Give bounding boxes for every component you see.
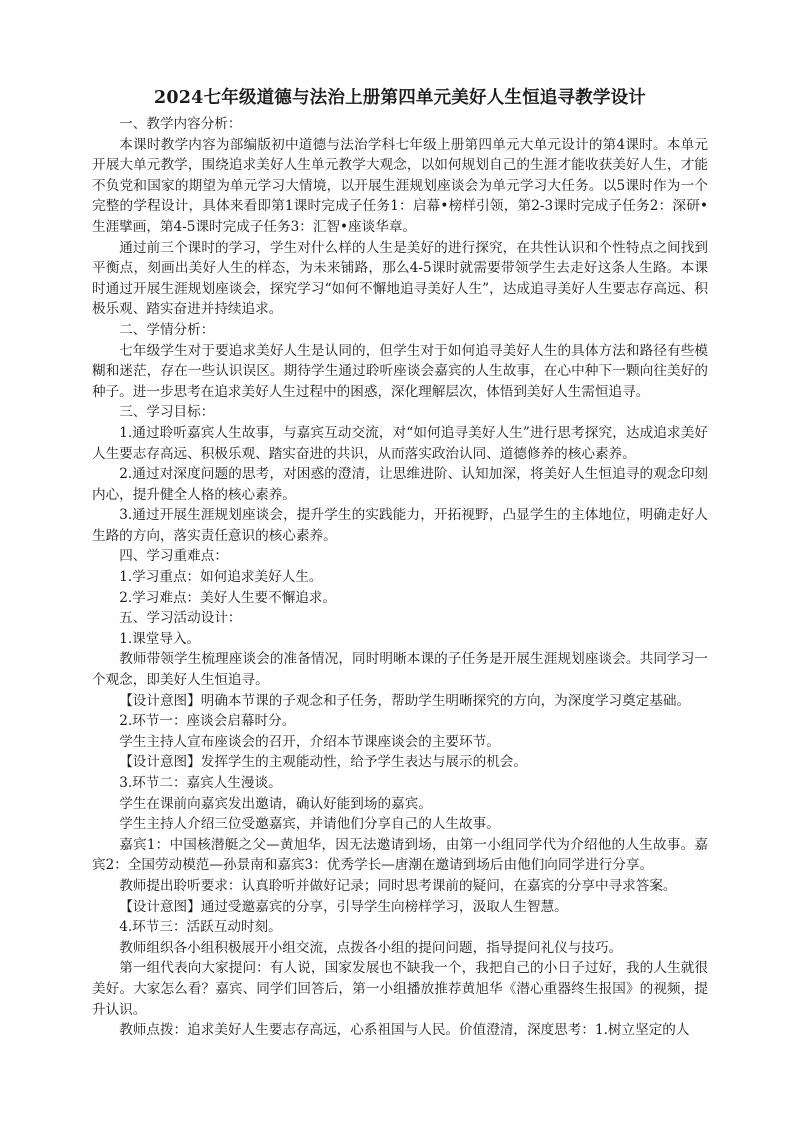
paragraph: 七年级学生对于要追求美好人生是认同的，但学生对于如何追寻美好人生的具体方法和路径有些模糊和迷茫，存在一些认识误区。期待学生通过聆听座谈会嘉宾的人生故事，在心中种下一颗向往美好的种子。进一步思考在追求美好人生过程中的困惑，深化理解层次，体悟到美好人生需恒追寻。 — [92, 342, 708, 400]
paragraph: 学生主持人介绍三位受邀嘉宾，并请他们分享自己的人生故事。 — [119, 816, 500, 833]
paragraph: 二、学情分析： — [119, 321, 215, 338]
paragraph: 1.课堂导入。 — [119, 630, 201, 647]
document-body — [92, 114, 708, 1041]
paragraph: 嘉宾1：中国核潜艇之父—黄旭华，因无法邀请到场，由第一小组同学代为介绍他的人生故事。嘉宾2：全国劳动模范—孙景南和嘉宾3：优秀学长—唐潮在邀请到场后由他们向同学进行分享。 — [92, 836, 708, 874]
paragraph: 2.环节一：座谈会启幕时分。 — [119, 713, 296, 730]
paragraph: 学生在课前向嘉宾发出邀请，确认好能到场的嘉宾。 — [119, 795, 432, 812]
paragraph: 教师提出聆听要求：认真聆听并做好记录；同时思考课前的疑问，在嘉宾的分享中寻求答案。 — [119, 877, 677, 894]
paragraph: 2.学习难点：美好人生要不懈追求。 — [119, 589, 337, 606]
paragraph: 3.环节二：嘉宾人生漫谈。 — [119, 775, 282, 791]
paragraph: 1.学习重点：如何追求美好人生。 — [119, 569, 323, 586]
paragraph: 1.通过聆听嘉宾人生故事，与嘉宾互动交流，对“如何追寻美好人生”进行思考探究，达成追求美好人生要志存高远、积极乐观、踏实奋进的共识，从而落实政治认同、道德修养的核心素养。 — [92, 424, 708, 462]
paragraph: 【设计意图】通过受邀嘉宾的分享，引导学生向榜样学习，汲取人生智慧。 — [119, 898, 568, 915]
paragraph: 3.通过开展生涯规划座谈会，提升学生的实践能力，开拓视野，凸显学生的主体地位，明确走好人生路的方向，落实责任意识的核心素养。 — [92, 507, 708, 544]
paragraph: 【设计意图】发挥学生的主观能动性，给予学生表达与展示的机会。 — [119, 754, 527, 771]
paragraph: 2.通过对深度问题的思考，对困惑的澄清，让思维进阶、认知加深，将美好人生恒追寻的观念印刻内心，提升健全人格的核心素养。 — [92, 466, 708, 503]
paragraph: 学生主持人宣布座谈会的召开，介绍本节课座谈会的主要环节。 — [119, 733, 500, 750]
paragraph: 【设计意图】明确本节课的子观念和子任务，帮助学生明晰探究的方向，为深度学习奠定基础。 — [119, 692, 691, 709]
paragraph: 五、学习活动设计： — [119, 610, 242, 627]
paragraph: 通过前三个课时的学习，学生对什么样的人生是美好的进行探究，在共性认识和个性特点之间找到平衡点，刻画出美好人生的样态，为未来铺路，那么4-5课时就需要带领学生去走好这条人生路。本课时通过开展生涯规划座谈会，探究学习“如何不懈地追寻美好人生”，达成追寻美好人生要志存高远、积极乐观、踏实奋进并持续追求。 — [92, 239, 708, 318]
paragraph: 四、学习重难点： — [119, 548, 228, 565]
paragraph: 第一组代表向大家提问：有人说，国家发展也不缺我一个，我把自己的小日子过好，我的人生就很美好。大家怎么看？嘉宾、同学们回答后，第一小组播放推荐黄旭华《潜心重器终生报国》的视频，提升认识。 — [92, 960, 708, 1018]
paragraph: 三、学习目标： — [119, 404, 215, 421]
paragraph: 教师组织各小组积极展开小组交流，点拨各小组的提问问题，指导提问礼仪与技巧。 — [119, 939, 623, 956]
paragraph: 一、教学内容分析： — [119, 116, 242, 132]
paragraph: 教师点拨：追求美好人生要志存高远，心系祖国与人民。价值澄清，深度思考：1.树立坚定的人 — [119, 1022, 690, 1039]
paragraph: 教师带领学生梳理座谈会的准备情况，同时明晰本课的子任务是开展生涯规划座谈会。共同学习一个观念，即美好人生恒追寻。 — [92, 651, 708, 689]
document-title: 2024七年级道德与法治上册第四单元美好人生恒追寻教学设计 — [153, 88, 646, 108]
paragraph: 本课时教学内容为部编版初中道德与法治学科七年级上册第四单元大单元设计的第4课时。本单元开展大单元教学，围绕追求美好人生单元教学大观念，以如何规划自己的生涯才能收获美好人生，才能不负党和国家的期望为单元学习大情境，以开展生涯规划座谈会为单元学习大任务。以5课时作为一个完整的学程设计，具体来看即第1课时完成子任务1：启幕•榜样引领，第2-3课时完成子任务2：深研•生涯擘画，第4-5课时完成子任务3：汇智•座谈华章。 — [92, 136, 708, 235]
paragraph: 4.环节三：活跃互动时刻。 — [119, 919, 282, 936]
